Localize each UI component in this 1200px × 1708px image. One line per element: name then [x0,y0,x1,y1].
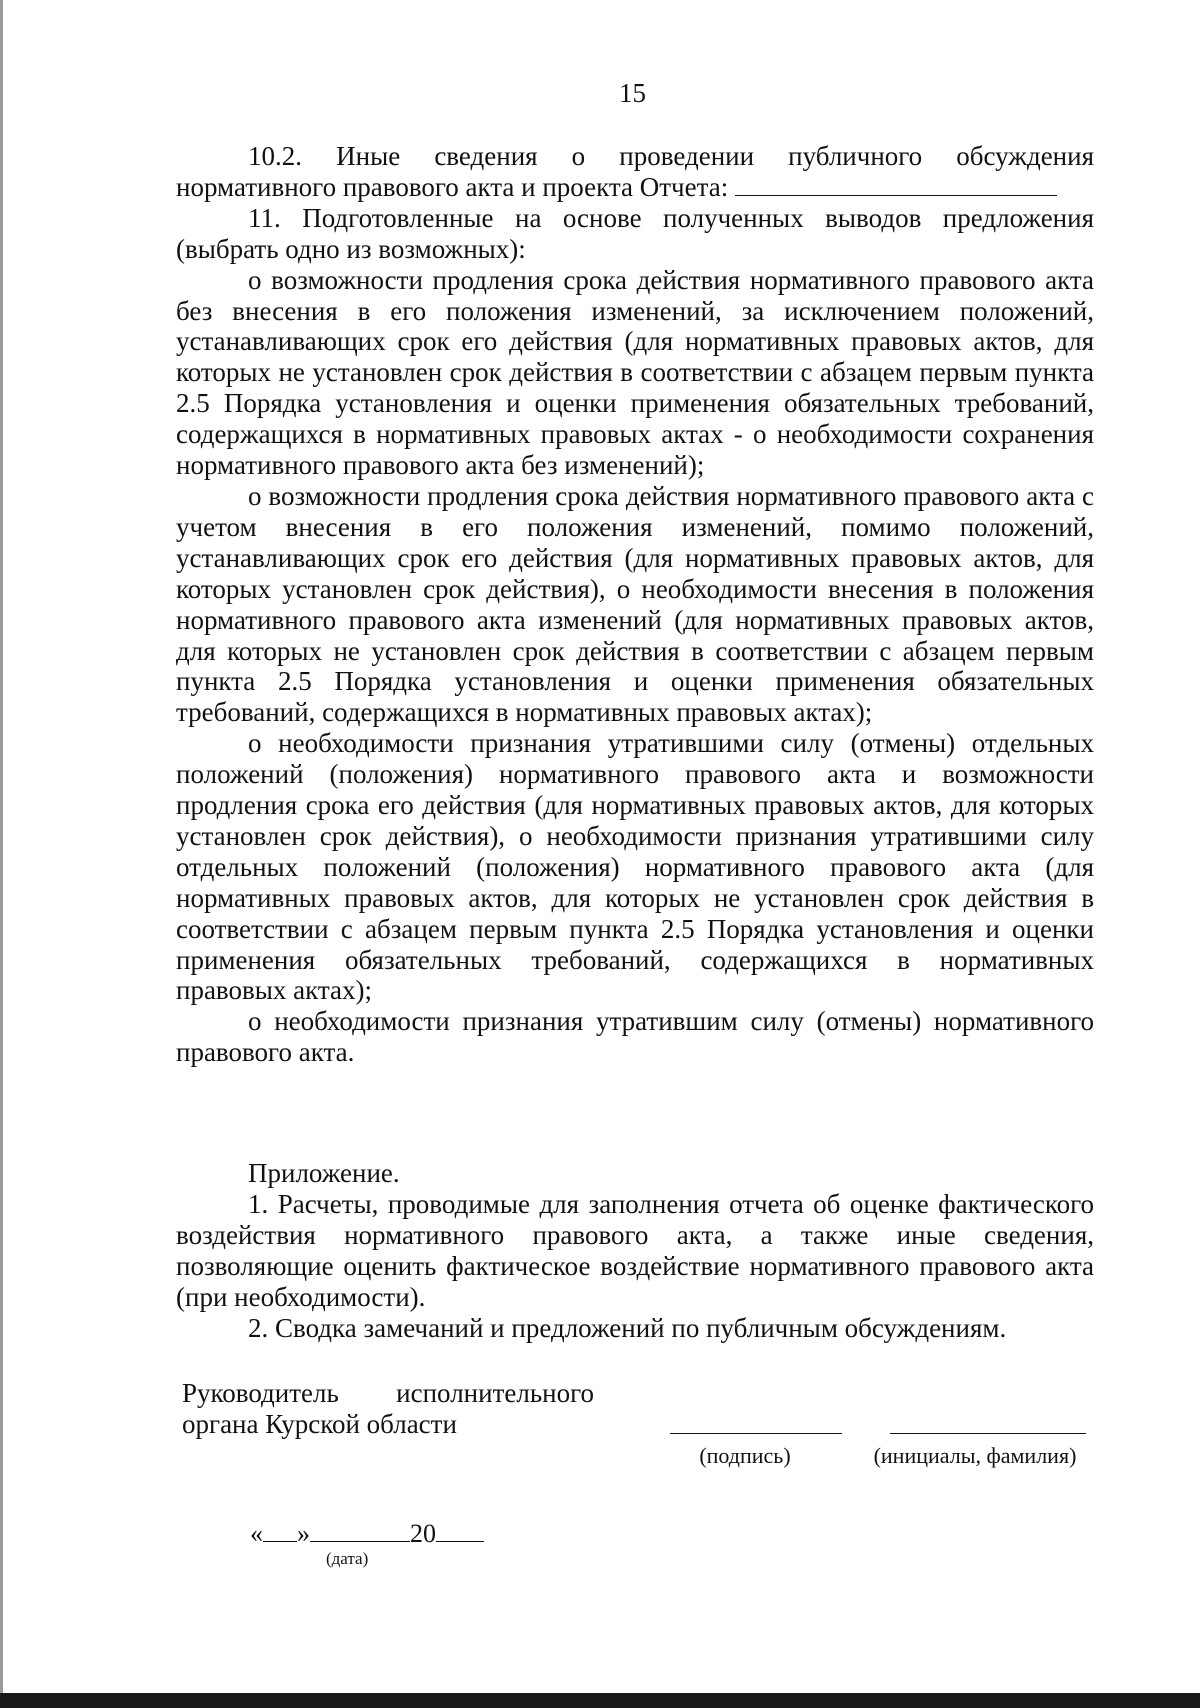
year-blank [436,1523,484,1542]
appendix-heading: Приложение. [248,1158,400,1188]
day-blank [263,1523,297,1542]
appendix-section [176,1158,1094,1344]
option-repeal-provisions: о необходимости признания утратившими силу (отмены) отдельных положений (положения) нормативного правового акта и возможности продления срока его действия (для нормативных правовых актов, для которых установлен срок действия), о необходимости признания утратившими силу отдельных положений (положения) нормативного правового акта (для нормативных правовых актов, для которых не установлен срок действия в соответствии с абзацем первым пункта 2.5 Порядка установления и оценки применения обязательных требований, содержащихся в нормативных правовых актах); [176,728,1094,1006]
signature-line [670,1433,842,1434]
fill-in-line [735,175,1057,196]
option-extend-with-changes: о возможности продления срока действия нормативного правового акта с учетом внесения в его положения изменений, помимо положений, устанавливающих срок его действия (для нормативных правовых актов, для которых установлен срок действия), о необходимости внесения в положения нормативного правового акта изменений (для нормативных правовых актов, для которых не установлен срок действия в соответствии с абзацем первым пункта 2.5 Порядка установления и оценки применения обязательных требований, содержащихся в нормативных правовых актах); [176,480,1094,728]
appendix-item-2: 2. Сводка замечаний и предложений по публичным обсуждениям. [248,1313,1007,1343]
year-prefix: 20 [410,1519,436,1548]
page-number: 15 [619,78,646,108]
appendix-item-1: 1. Расчеты, проводимые для заполнения отчета об оценке фактического воздействия нормативного правового акта, а также иные сведения, позволяющие оценить фактическое воздействие нормативного правового акта (при необходимости). [176,1189,1094,1312]
paragraph-10-2 [176,141,1094,203]
name-line [890,1433,1086,1434]
paragraph-11: 11. Подготовленные на основе полученных выводов предложения (выбрать одно из возможных): [176,202,1094,264]
option-extend-without-changes: о возможности продления срока действия нормативного правового акта без внесения в его положения изменений, за исключением положений, устанавливающих срок его действия (для нормативных правовых актов, для которых не установлен срок действия в соответствии с абзацем первым пункта 2.5 Порядка установления и оценки применения обязательных требований, содержащихся в нормативных правовых актах - о необходимости сохранения нормативного правового акта без изменений); [176,264,1094,481]
option-repeal-act: о необходимости признания утратившим силу (отмены) нормативного правового акта. [176,1006,1094,1068]
date-open-quote: « [250,1519,263,1548]
signature-caption: (подпись) [699,1443,791,1468]
report-body [176,141,1094,1068]
date-field [250,1519,484,1549]
scan-left-edge [0,0,3,1708]
date-caption: (дата) [326,1549,369,1568]
paragraph-10-2-text: 10.2. Иные сведения о проведении публичного обсуждения нормативного правового акта и проекта Отчета: [176,141,1094,202]
signatory-title [182,1378,594,1440]
date-close-quote: » [297,1519,310,1548]
scan-bottom-edge [0,1693,1200,1708]
month-blank [310,1523,410,1542]
signatory-title-line-2: органа Курской области [182,1409,457,1439]
signatory-title-line-1: Руководитель исполнительного [182,1378,594,1408]
name-caption: (инициалы, фамилия) [873,1443,1077,1468]
